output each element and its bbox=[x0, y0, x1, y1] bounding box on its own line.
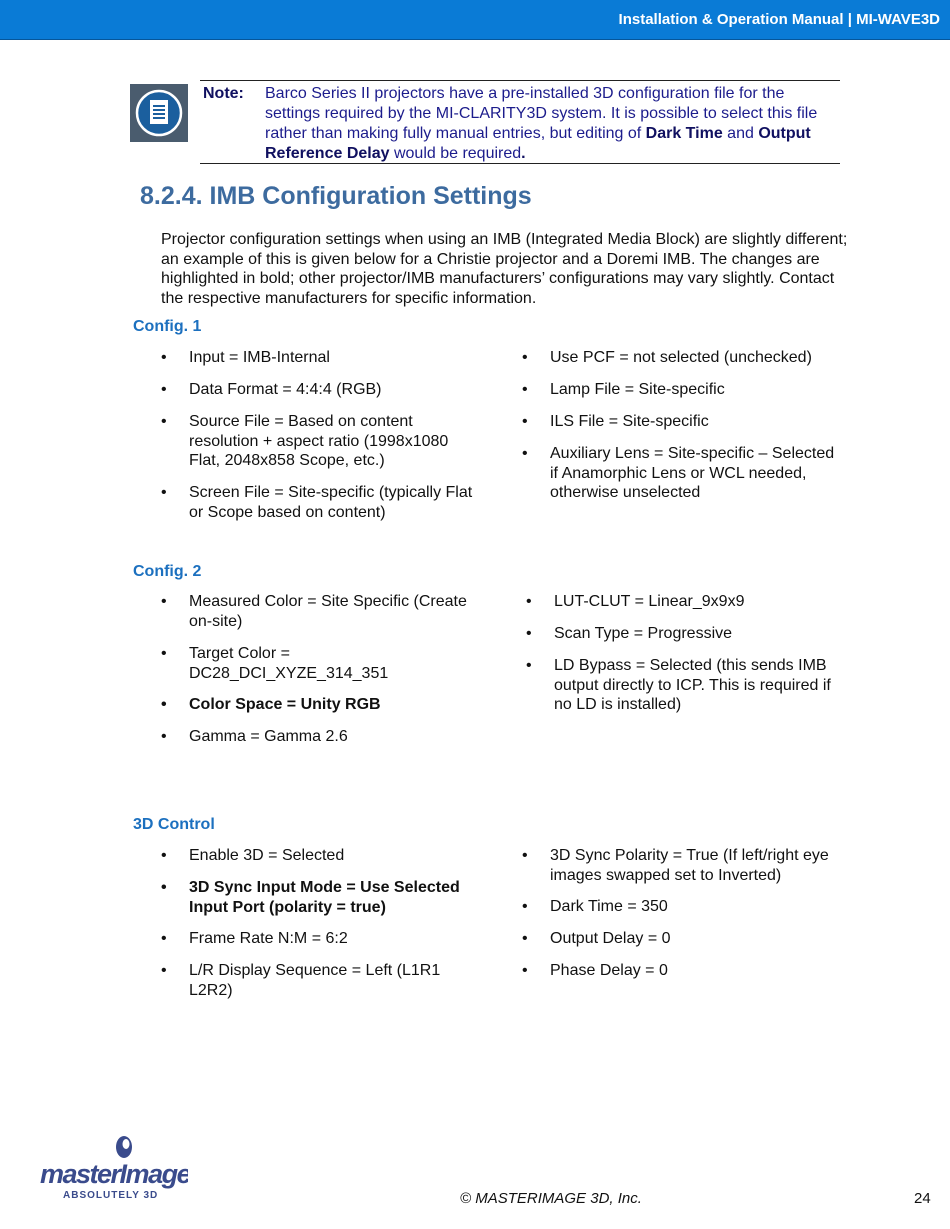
list-item bbox=[161, 348, 481, 368]
list-item-text: Gamma = Gamma 2.6 bbox=[189, 728, 348, 745]
bullet-dot: • bbox=[522, 847, 528, 864]
bullet-dot: • bbox=[161, 645, 167, 662]
note-document-icon bbox=[130, 84, 188, 142]
list-item-text: Auxiliary Lens = Site-specific – Selected if Anamorphic Lens or WCL needed, otherwise unselected bbox=[550, 445, 835, 502]
list-item-text: 3D Sync Polarity = True (If left/right eye images swapped set to Inverted) bbox=[550, 847, 829, 884]
list-item-text: Enable 3D = Selected bbox=[189, 847, 345, 864]
list-item-text: 3D Sync Input Mode = Use Selected Input Port (polarity = true) bbox=[189, 879, 460, 916]
section-title: 8.2.4. IMB Configuration Settings bbox=[140, 182, 532, 210]
list-item-text: Screen File = Site-specific (typically Flat or Scope based on content) bbox=[189, 484, 473, 521]
list-item-text: Output Delay = 0 bbox=[550, 930, 671, 947]
bullet-dot: • bbox=[161, 381, 167, 398]
list-item-text: Input = IMB-Internal bbox=[189, 349, 330, 366]
list-item-text: Use PCF = not selected (unchecked) bbox=[550, 349, 812, 366]
note-text-part2: and bbox=[722, 125, 759, 142]
list-item bbox=[522, 846, 842, 885]
note-bold-dark-time: Dark Time bbox=[645, 125, 723, 142]
note-period: . bbox=[521, 145, 526, 162]
logo-tagline: ABSOLUTELY 3D bbox=[63, 1190, 159, 1201]
list-item-text: Dark Time = 350 bbox=[550, 898, 668, 915]
note-box bbox=[200, 80, 840, 164]
bullet-dot: • bbox=[161, 847, 167, 864]
list-item bbox=[522, 961, 842, 981]
list-item bbox=[161, 695, 471, 715]
list-item-text: LD Bypass = Selected (this sends IMB output directly to ICP. This is required if no LD is installed) bbox=[554, 657, 831, 714]
bullet-dot: • bbox=[522, 930, 528, 947]
bullet-dot: • bbox=[522, 962, 528, 979]
bullet-dot: • bbox=[161, 879, 167, 896]
bullet-dot: • bbox=[161, 413, 167, 430]
list-item-text: Scan Type = Progressive bbox=[554, 625, 733, 642]
page-number: 24 bbox=[914, 1190, 931, 1207]
list-item bbox=[522, 444, 842, 503]
bullet-dot: • bbox=[522, 381, 528, 398]
list-item-text: Target Color = DC28_DCI_XYZE_314_351 bbox=[189, 645, 389, 682]
note-text-part1: Barco Series II projectors have a pre-installed 3D configuration file for the settings required by the MI-CLARITY3D system. It is possible to select this file rather than making fully manual entries, but editing of bbox=[265, 85, 818, 142]
note-text-part3: would be required bbox=[389, 145, 522, 162]
list-item bbox=[161, 878, 481, 917]
bullet-dot: • bbox=[526, 593, 532, 610]
header-title: Installation & Operation Manual | MI-WAVE3D bbox=[618, 11, 940, 28]
bullet-dot: • bbox=[161, 484, 167, 501]
bullet-dot: • bbox=[161, 962, 167, 979]
bullet-dot: • bbox=[161, 349, 167, 366]
list-item bbox=[161, 644, 471, 683]
list-item-text: LUT-CLUT = Linear_9x9x9 bbox=[554, 593, 745, 610]
list-item bbox=[161, 846, 481, 866]
intro-paragraph: Projector configuration settings when using an IMB (Integrated Media Block) are slightly different; an example of this is given below for a Christie projector and a Doremi IMB. The changes are highlighted in bold; other projector/IMB manufacturers’ configurations may vary slightly. Contact the respective manufacturers for specific information. bbox=[161, 231, 848, 307]
list-item-text: Frame Rate N:M = 6:2 bbox=[189, 930, 348, 947]
list-item bbox=[526, 624, 836, 644]
bullet-dot: • bbox=[522, 898, 528, 915]
list-item-text: Source File = Based on content resolution + aspect ratio (1998x1080 Flat, 2048x858 Scope, etc.) bbox=[189, 413, 449, 470]
note-text bbox=[265, 84, 835, 164]
list-item bbox=[161, 961, 461, 1000]
header-bar bbox=[0, 0, 950, 40]
config2-heading: Config. 2 bbox=[133, 563, 202, 580]
list-item bbox=[161, 412, 481, 471]
config1-heading: Config. 1 bbox=[133, 318, 202, 335]
list-item bbox=[522, 897, 842, 917]
bullet-dot: • bbox=[161, 696, 167, 713]
list-item bbox=[522, 348, 842, 368]
note-bold-output-delay: Output Reference Delay bbox=[265, 125, 811, 162]
bullet-dot: • bbox=[161, 930, 167, 947]
list-item bbox=[161, 727, 471, 747]
list-item bbox=[161, 592, 471, 631]
list-item-text: ILS File = Site-specific bbox=[550, 413, 709, 430]
list-item bbox=[522, 380, 842, 400]
list-item bbox=[526, 592, 836, 612]
list-item bbox=[161, 483, 481, 522]
list-item-text: Color Space = Unity RGB bbox=[189, 696, 381, 713]
logo-text: masterImage bbox=[40, 1159, 188, 1189]
bullet-dot: • bbox=[161, 728, 167, 745]
list-item-text: L/R Display Sequence = Left (L1R1 L2R2) bbox=[189, 962, 441, 999]
bullet-dot: • bbox=[522, 445, 528, 462]
list-item bbox=[161, 380, 481, 400]
list-item bbox=[522, 412, 842, 432]
bullet-dot: • bbox=[526, 657, 532, 674]
list-item-text: Measured Color = Site Specific (Create on-site) bbox=[189, 593, 467, 630]
note-label: Note: bbox=[203, 85, 244, 102]
bullet-dot: • bbox=[161, 593, 167, 610]
bullet-dot: • bbox=[526, 625, 532, 642]
list-item bbox=[526, 656, 836, 715]
list-item-text: Data Format = 4:4:4 (RGB) bbox=[189, 381, 382, 398]
control3d-heading: 3D Control bbox=[133, 816, 215, 833]
list-item bbox=[161, 929, 481, 949]
footer-copyright: © MASTERIMAGE 3D, Inc. bbox=[460, 1190, 642, 1207]
bullet-dot: • bbox=[522, 413, 528, 430]
masterimage-logo bbox=[38, 1135, 188, 1203]
list-item-text: Lamp File = Site-specific bbox=[550, 381, 725, 398]
list-item-text: Phase Delay = 0 bbox=[550, 962, 668, 979]
bullet-dot: • bbox=[522, 349, 528, 366]
list-item bbox=[522, 929, 842, 949]
